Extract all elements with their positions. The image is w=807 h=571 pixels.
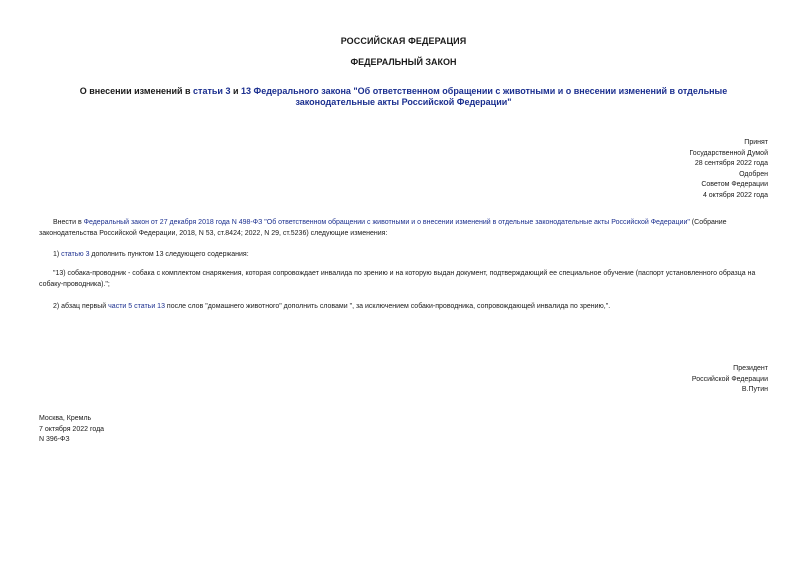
country-heading: РОССИЙСКАЯ ФЕДЕРАЦИЯ <box>340 36 467 46</box>
approved-by: Советом Федерации <box>701 181 768 189</box>
paragraph-item-1 <box>39 250 768 261</box>
title-text-2: и <box>230 86 241 96</box>
paragraph-intro <box>39 218 768 239</box>
signatory-country: Российской Федерации <box>691 375 768 383</box>
title-link-article-3[interactable]: статьи 3 <box>193 86 231 96</box>
paragraph-intro-text-1: Внести в <box>53 219 84 226</box>
adopted-label: Принят <box>744 139 768 146</box>
part-5-article-13-link[interactable]: части 5 статьи 13 <box>108 303 165 310</box>
law-title <box>40 86 767 108</box>
approved-date: 4 октября 2022 года <box>702 191 768 199</box>
adoption-block <box>568 138 768 202</box>
law-type-heading: ФЕДЕРАЛЬНЫЙ ЗАКОН <box>350 57 457 67</box>
adopted-date: 28 сентября 2022 года <box>694 160 768 168</box>
place-date-block <box>39 414 239 446</box>
title-text-1: О внесении изменений в <box>79 86 194 96</box>
paragraph-item-1-number: 1) <box>53 251 62 258</box>
place: Москва, Кремль <box>39 415 92 422</box>
adopted-by: Государственной Думой <box>689 149 768 157</box>
approved-label: Одобрен <box>739 170 768 178</box>
paragraph-item-2 <box>39 302 768 313</box>
law-number: N 396-ФЗ <box>39 436 70 444</box>
paragraph-item-1-text: дополнить пунктом 13 следующего содержания: <box>89 251 249 258</box>
federal-law-link[interactable]: Федеральный закон от 27 декабря 2018 года N 498-ФЗ "Об ответственном обращении с животными и о внесении изменений в отдельные законодательные акты Российской Федерации" <box>83 219 690 226</box>
signatory-title: Президент <box>733 365 768 372</box>
paragraph-quote: "13) собака-проводник - собака с комплектом снаряжения, которая сопровождает инвалида по зрению и на которую выдан документ, подтверждающий ее специальное обучение (паспорт установленного образца на собаку-проводника)."; <box>39 270 756 288</box>
paragraph-item-2-text-2: после слов "домашнего животного" дополнить словами ", за исключением собаки-проводника, сопровождающей инвалида по зрению,". <box>164 303 611 310</box>
title-link-article-13[interactable]: 13 Федерального закона "Об ответственном обращении с животными и о внесении изменений в отдельные законодательные акты Российской Федерации" <box>241 86 728 107</box>
article-3-link[interactable]: статью 3 <box>61 251 90 258</box>
signing-date: 7 октября 2022 года <box>39 425 105 433</box>
paragraph-item-2-text-1: 2) абзац первый <box>53 303 109 310</box>
signature-block <box>568 364 768 396</box>
signatory-name: В.Путин <box>741 386 768 394</box>
paragraph-intro-text-2: (Собрание законодательства Российской Федерации, 2018, N 53, ст.8424; 2022, N 29, ст.5236) следующие изменения: <box>39 219 727 237</box>
